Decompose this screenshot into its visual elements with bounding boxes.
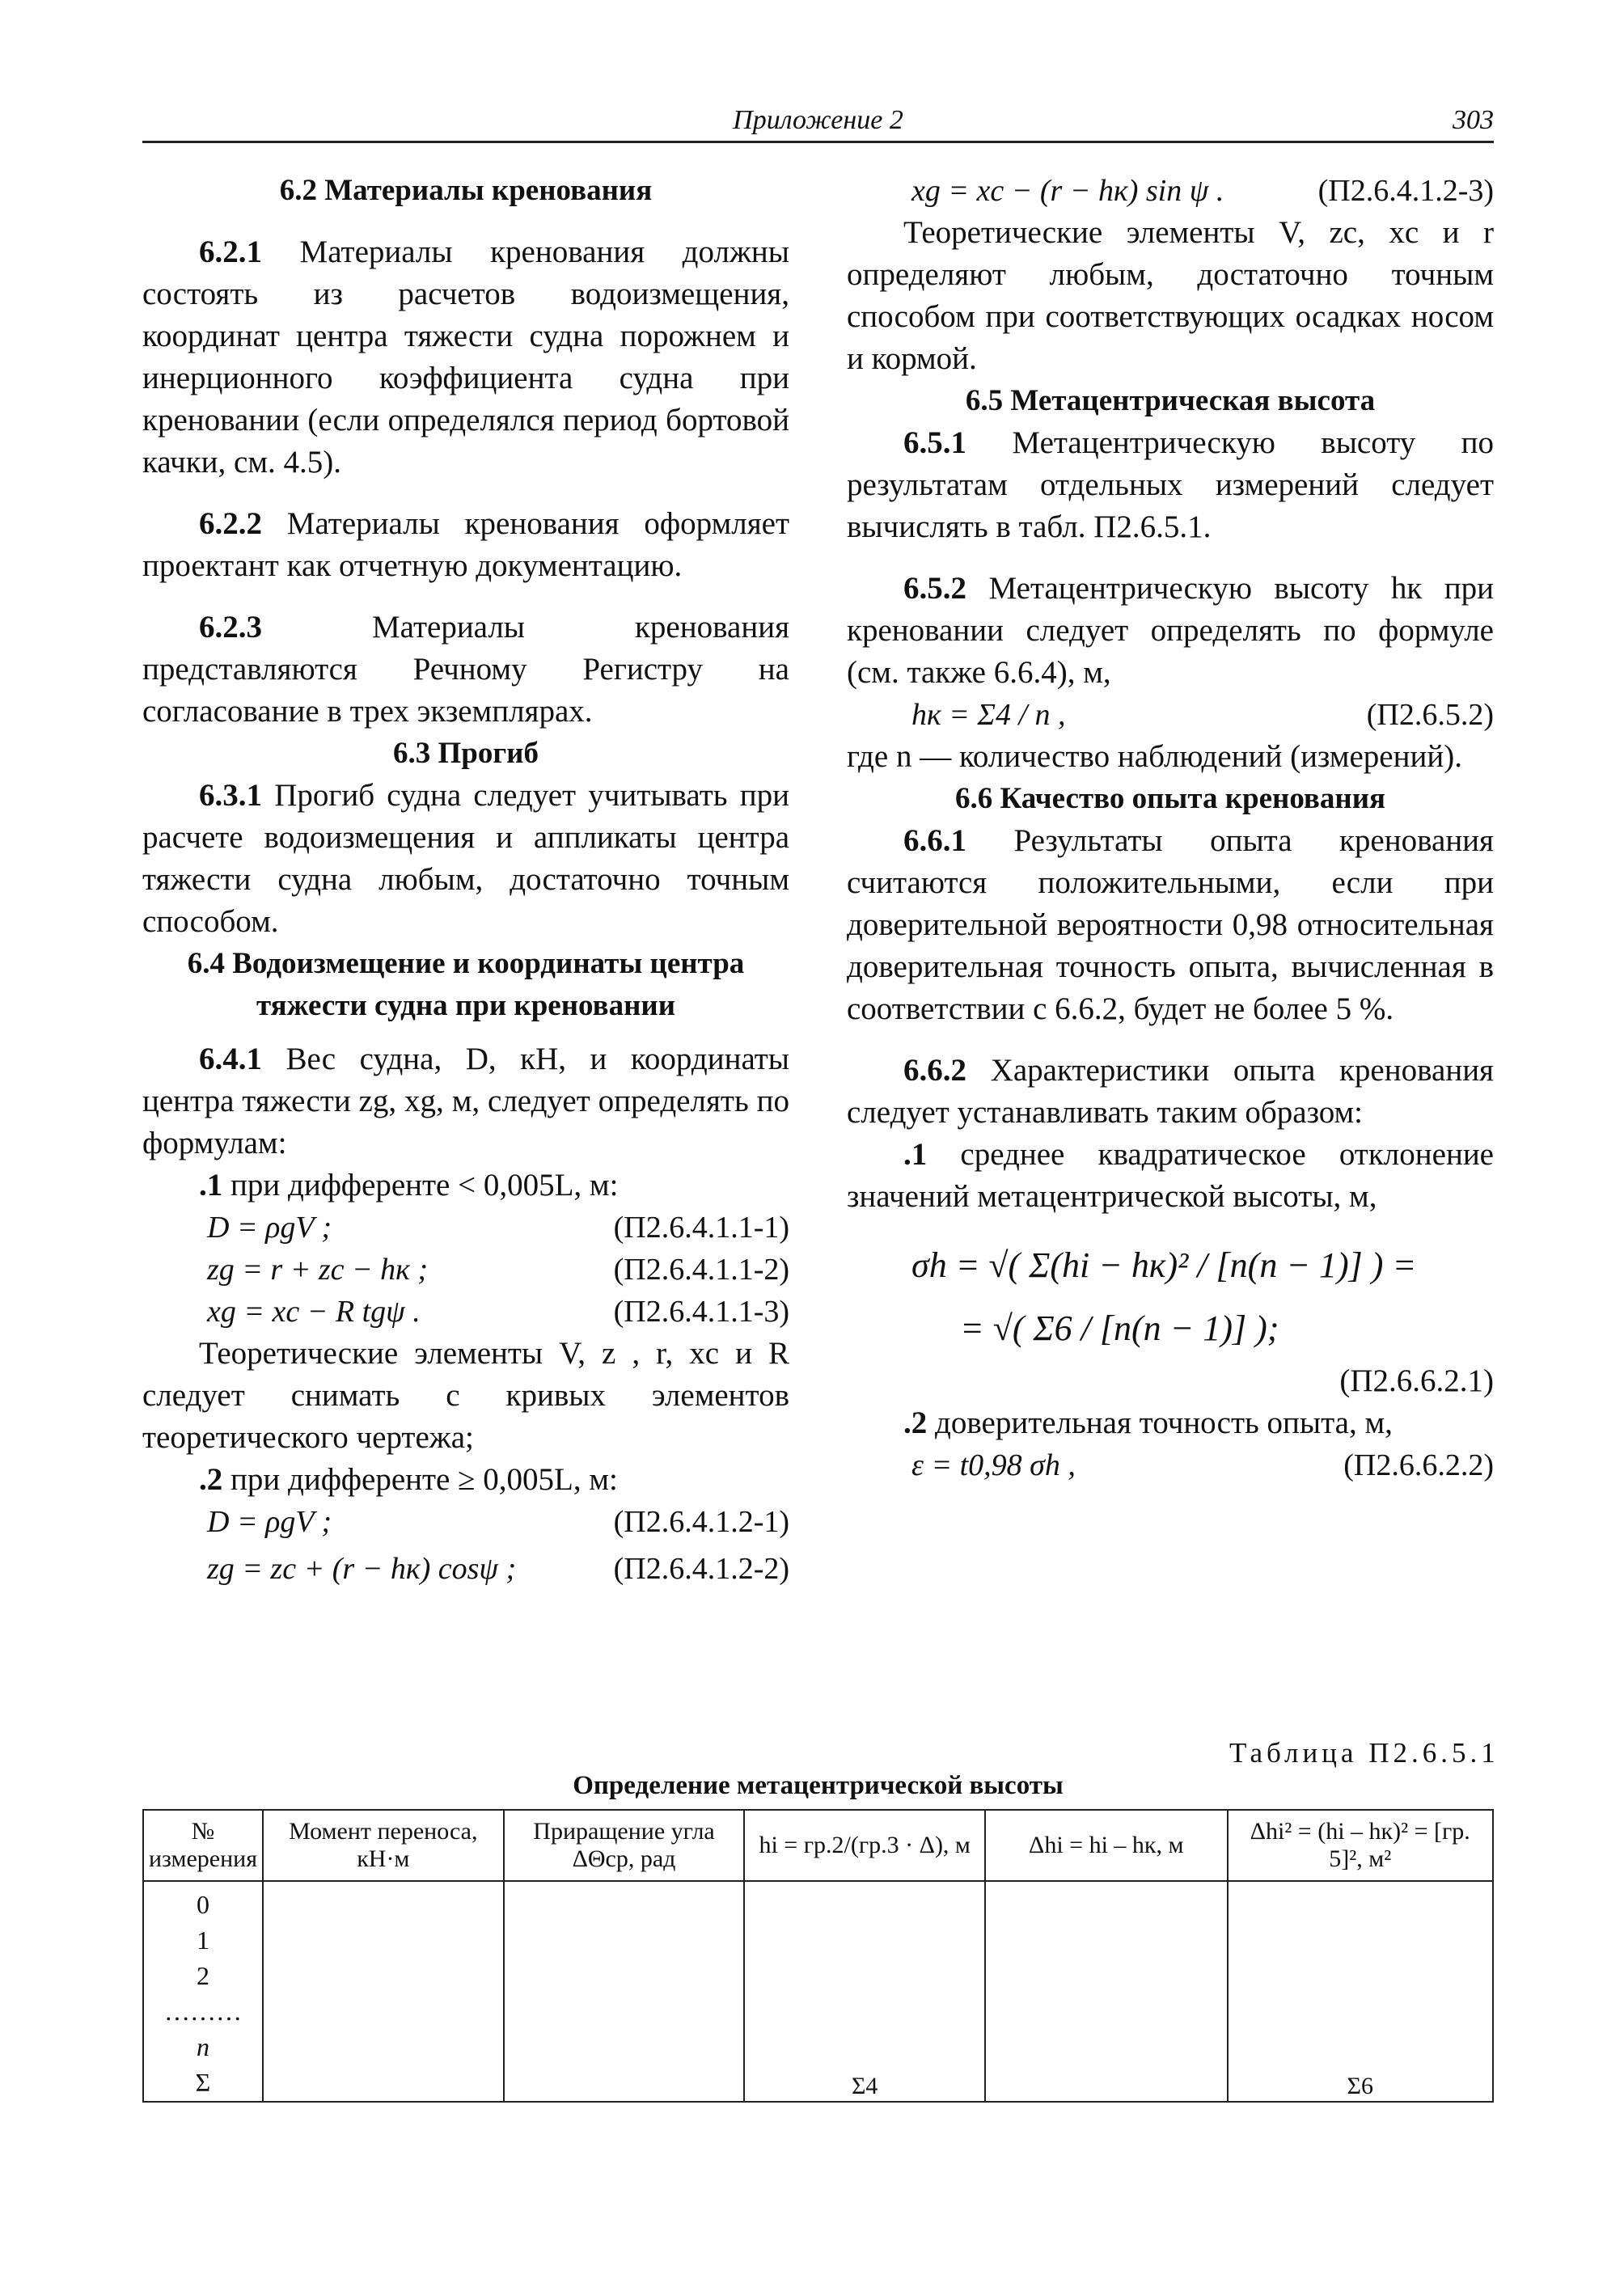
row-label: Σ xyxy=(195,2068,211,2097)
paragraph-6-6-2: 6.6.2 Характеристики опыта кренования следует устанавливать таким образом: xyxy=(847,1053,1494,1130)
row-label: 0 xyxy=(196,1890,209,1919)
paragraph-theor-elements-left: Теоретические элементы V, z , r, xc и R следует снимать с кривых элементов теоретического чертежа; xyxy=(142,1336,789,1455)
paragraph-6-4-1: 6.4.1 Вес судна, D, кН, и координаты центра тяжести zg, xg, м, следует определять по формулам: xyxy=(142,1042,790,1160)
row-label: n xyxy=(196,2032,209,2061)
equation-p2-6-4-1-2-3: xg = xc − (r − hк) sin ψ . (П2.6.4.1.2-3) xyxy=(911,174,1494,208)
equation-p2-6-4-1-1-3: xg = xc − R tgψ . (П2.6.4.1.1-3) xyxy=(207,1295,789,1329)
section-title-6-2: 6.2 Материалы кренования xyxy=(279,174,653,207)
table-caption: Таблица П2.6.5.1 xyxy=(1229,1737,1499,1769)
paragraph-6-2-3: 6.2.3 Материалы кренования представляются Речному Регистру на согласование в трех экземплярах. xyxy=(142,610,790,729)
paragraph-where-n: где n — количество наблюдений (измерений). xyxy=(847,739,1462,774)
section-title-6-3: 6.3 Прогиб xyxy=(393,737,539,770)
row-label: 2 xyxy=(196,1961,209,1990)
sigma-formula-line1: σh = √( Σ(hi − hк)² / [n(n − 1)] ) = xyxy=(911,1245,1417,1285)
equation-p2-6-6-2-2: ε = t0,98 σh , (П2.6.6.2.2) xyxy=(911,1448,1494,1482)
row-label: ……… xyxy=(163,1997,242,2026)
delta-hi-cell xyxy=(985,1881,1227,2102)
header-delta-hi: Δhi = hi – hк, м xyxy=(985,1810,1227,1881)
equation-p2-6-5-2: hк = Σ4 / n , (П2.6.5.2) xyxy=(911,698,1494,732)
item-6-6-2-2: .2 доверительная точность опыта, м, xyxy=(903,1405,1393,1440)
table-title: Определение метацентрической высоты xyxy=(573,1771,1064,1800)
right-column xyxy=(847,170,1494,1486)
section-title-6-4: 6.4 Водоизмещение и координаты центра тяжести судна при креновании xyxy=(187,947,745,1022)
item-6-6-2-1: .1 среднее квадратическое отклонение значений метацентрической высоты, м, xyxy=(847,1137,1494,1214)
equation-p2-6-4-1-2-2: zg = zc + (r − hк) cosψ ; (П2.6.4.1.2-2) xyxy=(207,1552,789,1586)
row-label: 1 xyxy=(196,1925,209,1955)
item-6-4-1-1: .1 при дифференте < 0,005L, м: xyxy=(199,1168,619,1203)
header-measurement-number: № измерения xyxy=(143,1810,263,1881)
equation-p2-6-4-1-2-1: D = ρgV ; (П2.6.4.1.2-1) xyxy=(207,1505,789,1539)
metacentric-height-table xyxy=(142,1809,1494,2103)
equation-number-p2-6-6-2-1: (П2.6.6.2.1) xyxy=(1339,1363,1494,1398)
angle-cell xyxy=(504,1881,745,2102)
page-number: 303 xyxy=(1453,105,1494,135)
section-title-6-5: 6.5 Метацентрическая высота xyxy=(965,384,1376,417)
header-hi: hi = гр.2/(гр.3 · Δ), м xyxy=(744,1810,985,1881)
header-moment: Момент переноса, кН·м xyxy=(263,1810,504,1881)
sigma-formula-line2: = √( Σ6 / [n(n − 1)] ); xyxy=(960,1308,1279,1348)
table-row xyxy=(143,1881,1493,2102)
header-title: Приложение 2 xyxy=(733,105,903,135)
paragraph-6-5-2: 6.5.2 Метацентрическую высоту hк при креновании следует определять по формуле (см. также 6.6.4), м, xyxy=(847,571,1494,690)
left-column xyxy=(142,170,789,1595)
measurement-number-list xyxy=(143,1881,263,2102)
section-title-6-6: 6.6 Качество опыта кренования xyxy=(954,782,1386,815)
table-header-row xyxy=(143,1810,1493,1881)
sum4-cell: Σ4 xyxy=(744,1881,985,2102)
header-angle-increment: Приращение угла ΔΘср, рад xyxy=(504,1810,745,1881)
paragraph-6-2-1: 6.2.1 Материалы кренования должны состоять из расчетов водоизмещения, координат центра тяжести судна порожнем и инерционного коэффициента судна при креновании (если определялся период бортовой качки, см. 4.5). xyxy=(142,235,789,480)
paragraph-6-3-1: 6.3.1 Прогиб судна следует учитывать при расчете водоизмещения и аппликаты центра тяжести судна любым, достаточно точным способом. xyxy=(142,778,789,939)
moment-cell xyxy=(263,1881,504,2102)
header-delta-hi-squared: Δhi² = (hi – hк)² = [гр. 5]², м² xyxy=(1228,1810,1494,1881)
paragraph-theor-elements-right: Теоретические элементы V, zc, xc и r определяют любым, достаточно точным способом при соответствующих осадках носом и кормой. xyxy=(847,215,1494,376)
paragraph-6-2-2: 6.2.2 Материалы кренования оформляет проектант как отчетную документацию. xyxy=(142,506,789,583)
equation-p2-6-4-1-1-2: zg = r + zc − hк ; (П2.6.4.1.1-2) xyxy=(207,1253,789,1287)
paragraph-6-6-1: 6.6.1 Результаты опыта кренования считаются положительными, если при доверительной вероятности 0,98 относительная доверительная точность опыта, вычисленная в соответствии с 6.6.2, будет не более 5 %. xyxy=(847,823,1494,1026)
equation-p2-6-4-1-1-1: D = ρgV ; (П2.6.4.1.1-1) xyxy=(207,1211,789,1245)
item-6-4-1-2: .2 при дифференте ≥ 0,005L, м: xyxy=(199,1462,618,1497)
sum6-cell: Σ6 xyxy=(1228,1881,1494,2102)
running-header xyxy=(142,105,1494,143)
paragraph-6-5-1: 6.5.1 Метацентрическую высоту по результатам отдельных измерений следует вычислять в табл. П2.6.5.1. xyxy=(847,425,1495,544)
